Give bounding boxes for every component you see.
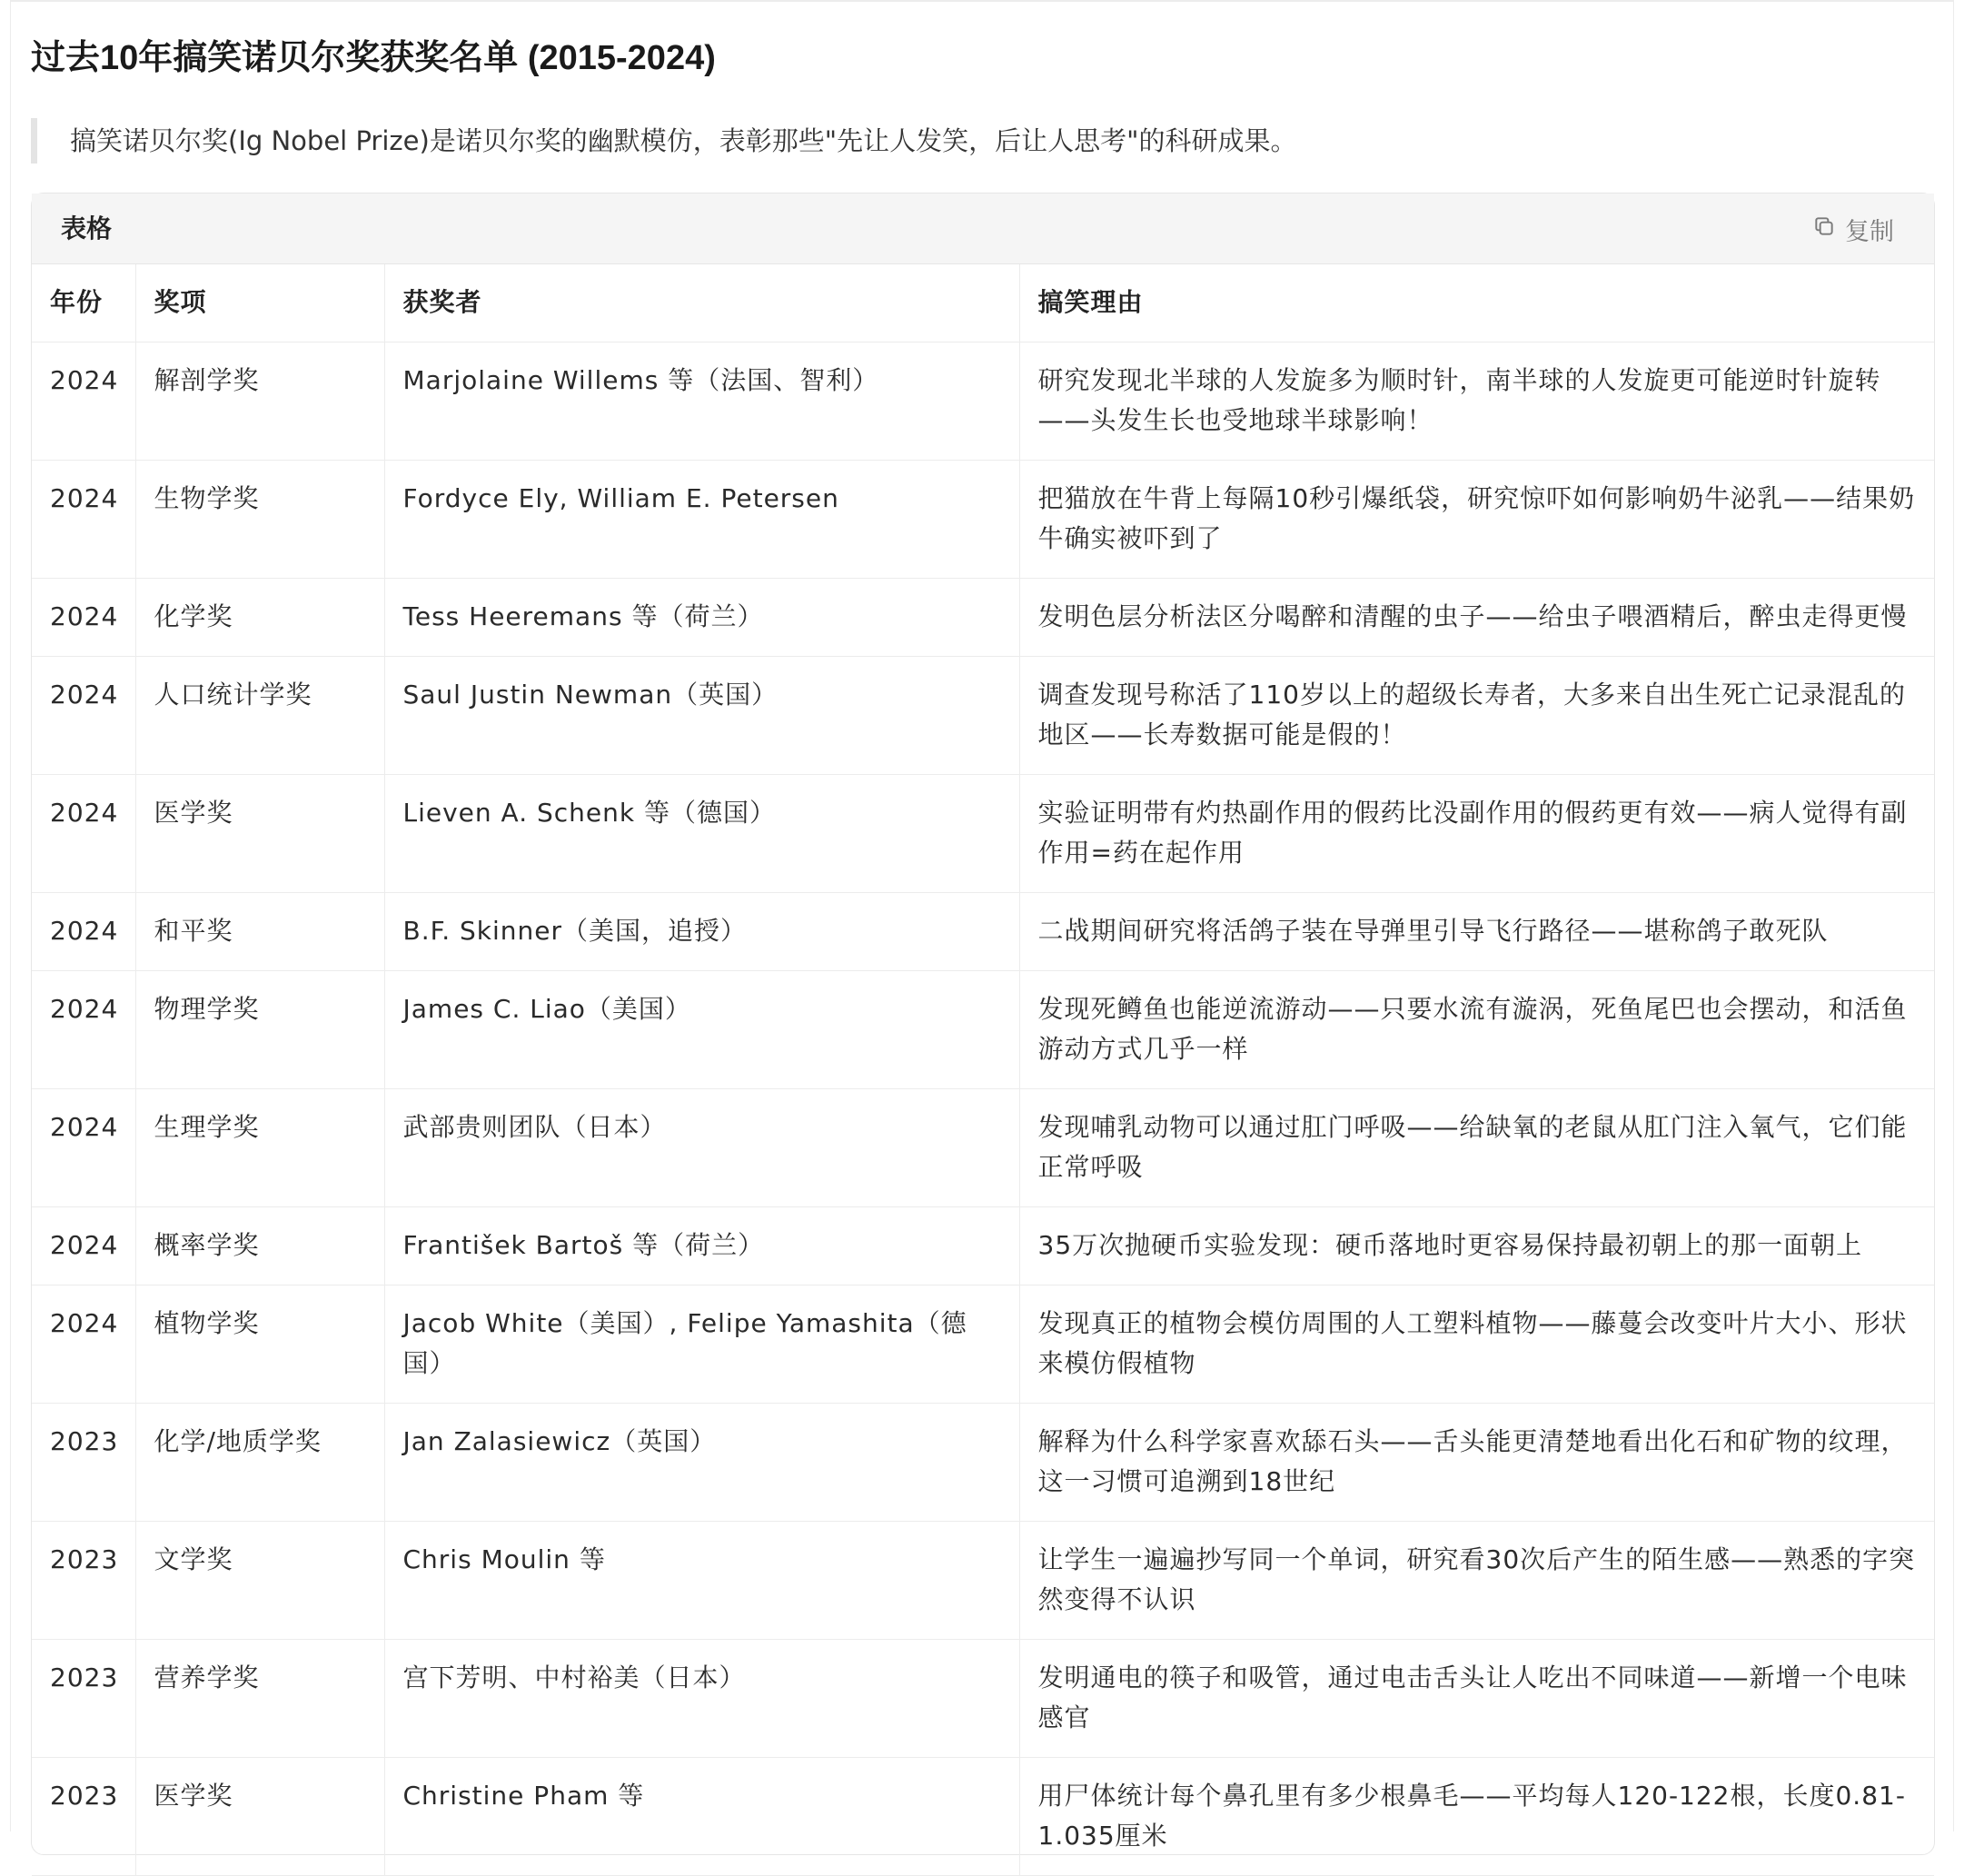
cell-reason: 二战期间研究将活鸽子装在导弹里引导飞行路径——堪称鸽子敢死队 [1019, 892, 1934, 970]
cell-winner: James C. Liao（美国） [384, 970, 1019, 1088]
header-winner: 获奖者 [384, 264, 1019, 342]
cell-winner: 宫下芳明、中村裕美（日本） [384, 1639, 1019, 1757]
cell-winner: František Bartoš 等（荷兰） [384, 1206, 1019, 1285]
table-row [32, 1206, 1934, 1285]
cell-winner: Saul Justin Newman（英国） [384, 656, 1019, 774]
copy-button[interactable] [1812, 210, 1894, 248]
cell-winner: Jan Zalasiewicz（英国） [384, 1403, 1019, 1521]
page-title: 过去10年搞笑诺贝尔奖获奖名单 (2015-2024) [31, 39, 716, 77]
header-reason: 搞笑理由 [1019, 264, 1934, 342]
cell-reason: 发明色层分析法区分喝醉和清醒的虫子——给虫子喂酒精后，醉虫走得更慢 [1019, 578, 1934, 656]
copy-label: 复制 [1845, 217, 1894, 246]
cell-year: 2023 [32, 1757, 135, 1875]
cell-reason: 发现死鳟鱼也能逆流游动——只要水流有漩涡，死鱼尾巴也会摆动，和活鱼游动方式几乎一样 [1019, 970, 1934, 1088]
cell-year: 2023 [32, 1521, 135, 1639]
cell-reason: 实验证明带有灼热副作用的假药比没副作用的假药更有效——病人觉得有副作用=药在起作用 [1019, 774, 1934, 892]
table-row [32, 1285, 1934, 1403]
cell-reason: 解释为什么科学家喜欢舔石头——舌头能更清楚地看出化石和矿物的纹理，这一习惯可追溯到18世纪 [1019, 1403, 1934, 1521]
cell-winner: Tess Heeremans 等（荷兰） [384, 578, 1019, 656]
cell-award: 化学/地质学奖 [135, 1403, 384, 1521]
cell-year: 2024 [32, 1285, 135, 1403]
table-row [32, 1403, 1934, 1521]
cell-year: 2024 [32, 342, 135, 460]
cell-reason: 35万次抛硬币实验发现：硬币落地时更容易保持最初朝上的那一面朝上 [1019, 1206, 1934, 1285]
cell-year: 2024 [32, 970, 135, 1088]
cell-winner: Marjolaine Willems 等（法国、智利） [384, 342, 1019, 460]
table-card-header [32, 194, 1934, 264]
cell-year: 2024 [32, 892, 135, 970]
cell-year: 2023 [32, 1403, 135, 1521]
table-row [32, 1757, 1934, 1875]
cell-award: 医学奖 [135, 1757, 384, 1875]
cell-award: 生理学奖 [135, 1088, 384, 1206]
cell-reason: 发明通电的筷子和吸管，通过电击舌头让人吃出不同味道——新增一个电味感官 [1019, 1639, 1934, 1757]
content-frame [10, 0, 1954, 1851]
table-row [32, 656, 1934, 774]
cell-reason: 发现哺乳动物可以通过肛门呼吸——给缺氧的老鼠从肛门注入氧气，它们能正常呼吸 [1019, 1088, 1934, 1206]
copy-icon [1812, 214, 1836, 244]
cell-reason: 研究发现北半球的人发旋多为顺时针，南半球的人发旋更可能逆时针旋转——头发生长也受地球半球影响！ [1019, 342, 1934, 460]
cell-winner: Jacob White（美国）, Felipe Yamashita（德国） [384, 1285, 1019, 1403]
cell-year: 2024 [32, 656, 135, 774]
table-row [32, 460, 1934, 578]
cell-winner: Lieven A. Schenk 等（德国） [384, 774, 1019, 892]
table-card [31, 193, 1935, 1855]
table-row [32, 970, 1934, 1088]
cell-award: 生物学奖 [135, 460, 384, 578]
cell-award: 人口统计学奖 [135, 656, 384, 774]
intro-blockquote: 搞笑诺贝尔奖(Ig Nobel Prize)是诺贝尔奖的幽默模仿，表彰那些"先让人发笑，后让人思考"的科研成果。 [31, 118, 1920, 164]
cell-award: 概率学奖 [135, 1206, 384, 1285]
cell-reason: 用尸体统计每个鼻孔里有多少根鼻毛——平均每人120-122根，长度0.81-1.035厘米 [1019, 1757, 1934, 1875]
cell-year: 2023 [32, 1639, 135, 1757]
cell-year: 2024 [32, 578, 135, 656]
header-award: 奖项 [135, 264, 384, 342]
cell-reason: 让学生一遍遍抄写同一个单词，研究看30次后产生的陌生感——熟悉的字突然变得不认识 [1019, 1521, 1934, 1639]
table-header-row [32, 264, 1934, 342]
cell-reason: 调查发现号称活了110岁以上的超级长寿者，大多来自出生死亡记录混乱的地区——长寿数据可能是假的！ [1019, 656, 1934, 774]
table-row [32, 342, 1934, 460]
cell-reason: 把猫放在牛背上每隔10秒引爆纸袋，研究惊吓如何影响奶牛泌乳——结果奶牛确实被吓到了 [1019, 460, 1934, 578]
table-row [32, 774, 1934, 892]
cell-award: 物理学奖 [135, 970, 384, 1088]
cell-award: 和平奖 [135, 892, 384, 970]
cell-award: 文学奖 [135, 1521, 384, 1639]
cell-winner: 武部贵则团队（日本） [384, 1088, 1019, 1206]
cell-year: 2024 [32, 774, 135, 892]
cell-year: 2024 [32, 460, 135, 578]
ig-nobel-table [32, 264, 1934, 1876]
cell-winner: Christine Pham 等 [384, 1757, 1019, 1875]
cell-winner: B.F. Skinner（美国，追授） [384, 892, 1019, 970]
cell-award: 营养学奖 [135, 1639, 384, 1757]
cell-award: 化学奖 [135, 578, 384, 656]
cell-award: 植物学奖 [135, 1285, 384, 1403]
cell-award: 医学奖 [135, 774, 384, 892]
table-card-label: 表格 [61, 213, 113, 243]
table-row [32, 578, 1934, 656]
cell-reason: 发现真正的植物会模仿周围的人工塑料植物——藤蔓会改变叶片大小、形状来模仿假植物 [1019, 1285, 1934, 1403]
table-row [32, 892, 1934, 970]
cell-winner: Fordyce Ely, William E. Petersen [384, 460, 1019, 578]
cell-year: 2024 [32, 1088, 135, 1206]
header-year: 年份 [32, 264, 135, 342]
table-row [32, 1088, 1934, 1206]
cell-award: 解剖学奖 [135, 342, 384, 460]
cell-winner: Chris Moulin 等 [384, 1521, 1019, 1639]
table-row [32, 1639, 1934, 1757]
table-row [32, 1521, 1934, 1639]
cell-year: 2024 [32, 1206, 135, 1285]
